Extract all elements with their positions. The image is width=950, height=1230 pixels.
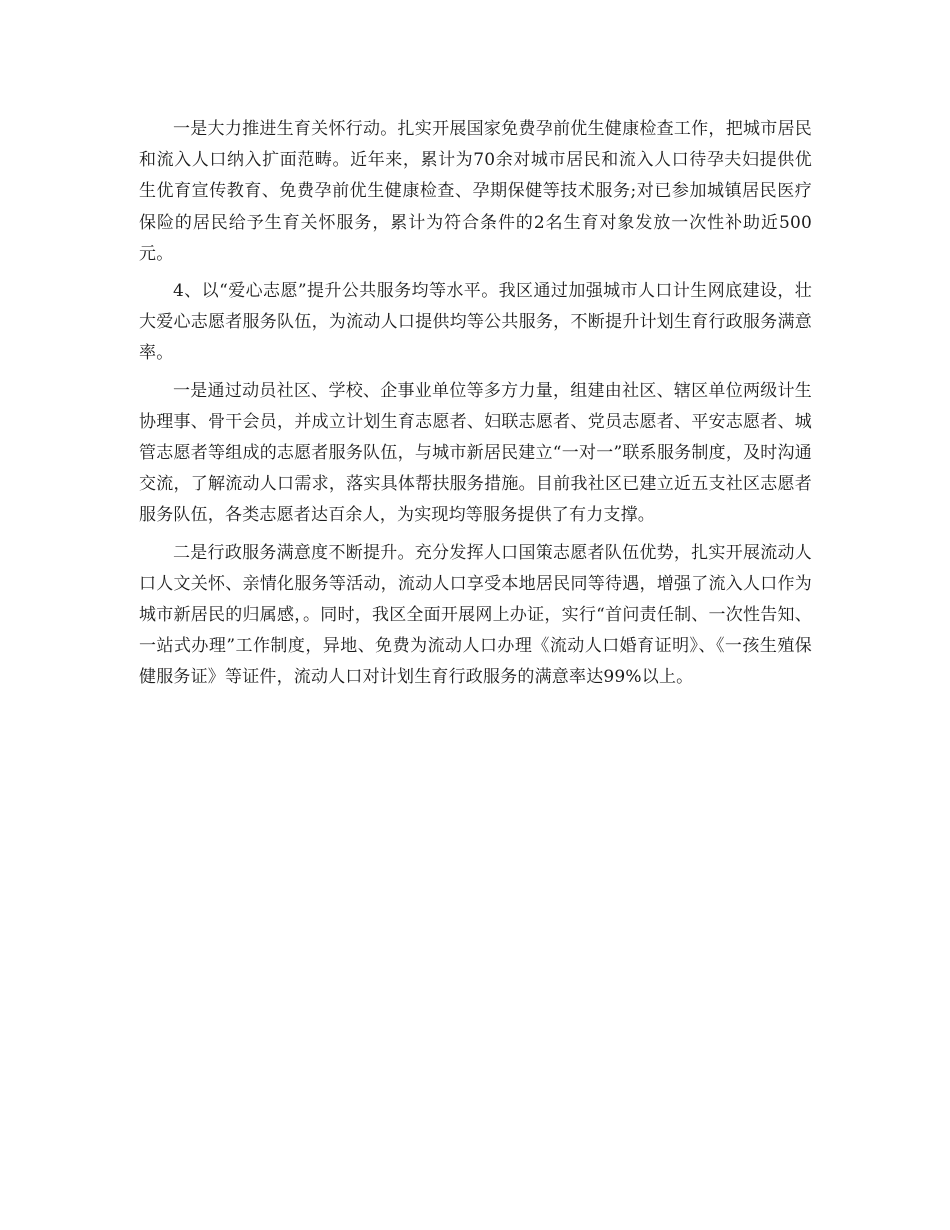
paragraph-volunteer-service: 4、以“爱心志愿”提升公共服务均等水平。我区通过加强城市人口计生网底建设，壮大爱心志愿者服务队伍，为流动人口提供均等公共服务，不断提升计划生育行政服务满意率。 [139, 281, 812, 364]
document-page [139, 114, 812, 694]
paragraph-birth-care: 一是大力推进生育关怀行动。扎实开展国家免费孕前优生健康检查工作，把城市居民和流入人口纳入扩面范畴。近年来，累计为70余对城市居民和流入人口待孕夫妇提供优生优育宣传教育、免费孕前优生健康检查、孕期保健等技术服务;对已参加城镇居民医疗保险的居民给予生育关怀服务，累计为符合条件的2名生育对象发放一次性补助近500元。 [139, 119, 812, 264]
paragraph-volunteer-teams: 一是通过动员社区、学校、企事业单位等多方力量，组建由社区、辖区单位两级计生协理事、骨干会员，并成立计划生育志愿者、妇联志愿者、党员志愿者、平安志愿者、城管志愿者等组成的志愿者服务队伍，与城市新居民建立“一对一”联系服务制度，及时沟通交流，了解流动人口需求，落实具体帮扶服务措施。目前我社区已建立近五支社区志愿者服务队伍，各类志愿者达百余人，为实现均等服务提供了有力支撑。 [139, 380, 812, 526]
paragraph-admin-satisfaction: 二是行政服务满意度不断提升。充分发挥人口国策志愿者队伍优势，扎实开展流动人口人文关怀、亲情化服务等活动，流动人口享受本地居民同等待遇，增强了流入人口作为城市新居民的归属感，。同时，我区全面开展网上办证，实行“首问责任制、一次性告知、一站式办理”工作制度，异地、免费为流动人口办理《流动人口婚育证明》、《一孩生殖保健服务证》等证件，流动人口对计划生育行政服务的满意率达99%以上。 [139, 542, 812, 688]
